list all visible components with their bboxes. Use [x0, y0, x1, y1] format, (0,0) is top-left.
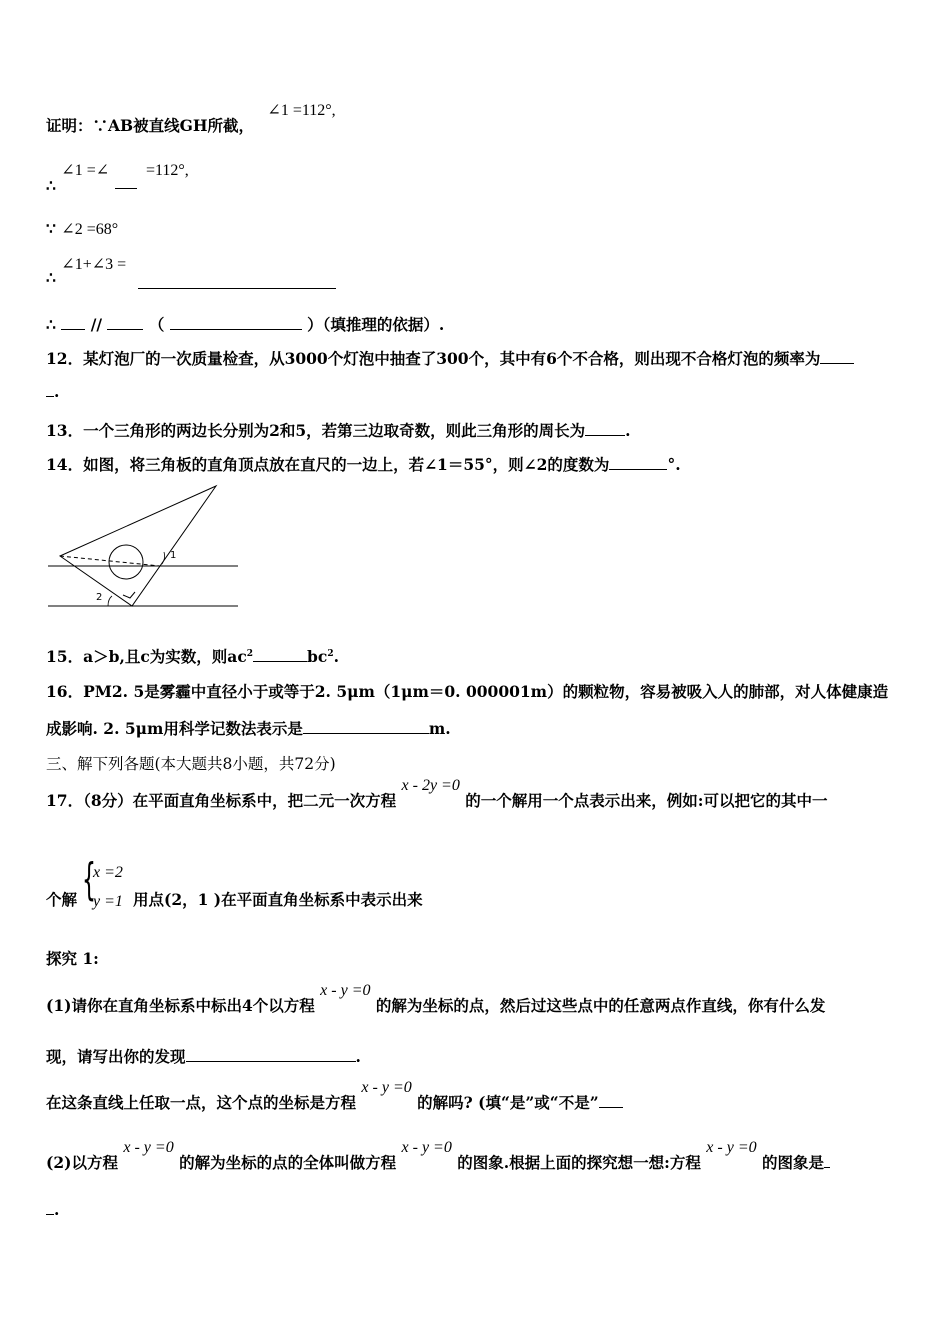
answer-blank[interactable]: [61, 328, 85, 330]
period: .: [625, 421, 631, 440]
question-15-text: 15．a＞b,且c为实数，则ac: [46, 647, 247, 666]
angle-equation-b: =112°,: [145, 162, 189, 179]
parallel-symbol: //: [90, 315, 103, 334]
question-16-line-1: [46, 680, 888, 702]
explore-text-continued: 的图象.根据上面的探究想一想:方程: [457, 1153, 701, 1172]
explore-heading: 探究 1:: [46, 949, 99, 968]
equation-x-y: x - y =0: [123, 1139, 174, 1156]
question-14-text: 14．如图，将三角板的直角顶点放在直尺的一边上，若∠1＝55°，则∠2的度数为: [46, 455, 610, 474]
reason-blank[interactable]: [170, 328, 302, 330]
solution-label: 个解: [46, 890, 78, 909]
angle2-equation: ∠2 =68°: [61, 221, 119, 238]
explore-text-continued: 的解为坐标的点，然后过这些点中的任意两点作直线，你有什么发: [375, 996, 826, 1015]
question-16-text-continued: 成影响. 2. 5μm用科学记数法表示是: [46, 719, 303, 738]
answer-blank[interactable]: [253, 660, 307, 662]
answer-blank[interactable]: [115, 187, 137, 189]
section-3-heading: [46, 752, 336, 774]
period: .: [54, 382, 60, 401]
because-symbol: ∵: [46, 219, 56, 238]
explore-part-2: [46, 1139, 830, 1173]
explore-text: 现，请写出你的发现: [46, 1047, 186, 1066]
equation-x-y: x - y =0: [706, 1139, 757, 1156]
right-angle-mark: [123, 592, 135, 598]
answer-blank[interactable]: [609, 468, 667, 470]
question-17-point-text: 用点(2，1 )在平面直角坐标系中表示出来: [133, 890, 423, 909]
triangle-ruler: [60, 486, 216, 606]
explore-part-1-line-2: [46, 1045, 361, 1067]
equation-x-y: x - y =0: [361, 1079, 412, 1096]
explore-text-continued: 的图象是: [762, 1153, 825, 1172]
question-13: [46, 419, 631, 441]
degree-period: °.: [667, 455, 681, 474]
therefore-symbol: ∴: [46, 268, 56, 287]
period: .: [333, 647, 339, 666]
system-eq-y: y =1: [93, 893, 123, 910]
proof-line-2: [46, 160, 189, 195]
explore-part-1: [46, 982, 826, 1016]
exponent: 2: [246, 648, 254, 659]
answer-blank[interactable]: [107, 328, 143, 330]
proof-line-5: [46, 313, 444, 335]
explore-text-continued: 的解为坐标的点的全体叫做方程: [179, 1153, 397, 1172]
exponent: 2: [327, 648, 334, 659]
question-13-text: 13．一个三角形的两边长分别为2和5，若第三边取奇数，则此三角形的周长为: [46, 421, 586, 440]
question-12: [46, 347, 854, 369]
triangle-hole: [109, 545, 143, 579]
unit-period: m.: [428, 719, 451, 738]
angle-1-label: 1: [170, 550, 177, 561]
answer-blank[interactable]: [303, 732, 429, 734]
proof-line-3: [46, 219, 118, 239]
answer-blank[interactable]: [820, 362, 854, 364]
angle-sum-equation: ∠1+∠3 =: [61, 256, 127, 273]
answer-blank[interactable]: [585, 434, 625, 436]
answer-blank[interactable]: [46, 1213, 54, 1215]
answer-blank[interactable]: [186, 1060, 356, 1062]
period: .: [355, 1047, 361, 1066]
answer-blank[interactable]: [46, 395, 54, 397]
triangle-ruler-figure: [44, 482, 244, 612]
proof-line-1: [46, 102, 336, 136]
angle1-equation: ∠1 =112°,: [267, 102, 336, 119]
explore-text: (1)请你在直角坐标系中标出4个以方程: [46, 996, 315, 1015]
proof-line-4: [46, 254, 336, 287]
explore-text: (2)以方程: [46, 1153, 118, 1172]
angle-equation-a: ∠1 =∠: [61, 162, 110, 179]
answer-blank[interactable]: [824, 1166, 830, 1168]
system-eq-x: x =2: [93, 864, 123, 881]
system-brace: {: [82, 854, 96, 905]
question-16-line-2: [46, 717, 451, 739]
proof-statement: 证明：∵AB被直线GH所截，: [46, 116, 255, 135]
question-15-rhs: bc: [307, 647, 328, 666]
reason-note: ）（填推理的依据）.: [307, 315, 445, 334]
equation-x-2y: x - 2y =0: [401, 777, 460, 794]
question-16-text: 16．PM2. 5是雾霾中直径小于或等于2. 5μm（1μm＝0. 000001m）的颗粒物，容易被吸入人的肺部，对人体健康造: [46, 682, 889, 701]
question-17-text: 17．（8分）在平面直角坐标系中，把二元一次方程: [46, 791, 397, 810]
answer-blank[interactable]: [138, 287, 336, 289]
section-title: 三、解下列各题(本大题共8小题，共72分): [46, 755, 336, 773]
equation-x-y: x - y =0: [320, 982, 371, 999]
answer-blank[interactable]: [599, 1106, 623, 1108]
question-17-text-continued: 的一个解用一个点表示出来，例如:可以把它的其中一: [465, 791, 828, 810]
open-paren: （: [148, 315, 165, 334]
angle-2-arc: [108, 596, 112, 606]
explore-part-2-line-2: [46, 1200, 59, 1219]
question-12-continued: [46, 382, 59, 401]
therefore-symbol: ∴: [46, 315, 56, 334]
equation-x-y: x - y =0: [401, 1139, 452, 1156]
question-14: [46, 453, 681, 475]
question-15: [46, 645, 339, 667]
question-12-text: 12．某灯泡厂的一次质量检查，从3000个灯泡中抽查了300个，其中有6个不合格，则出现不合格灯泡的频率为: [46, 349, 821, 368]
explore-text-continued: 的解吗? (填“是”或“不是”: [417, 1093, 599, 1112]
therefore-symbol: ∴: [46, 176, 56, 195]
question-17-line-1: [46, 777, 828, 811]
explore-part-1-line-3: [46, 1079, 623, 1113]
question-17-line-2: [46, 888, 77, 910]
question-17-line-2-rest: [133, 888, 423, 910]
angle-2-label: 2: [96, 592, 103, 603]
period: .: [54, 1200, 60, 1219]
explore-title: [46, 947, 99, 969]
explore-text: 在这条直线上任取一点，这个点的坐标是方程: [46, 1093, 357, 1112]
